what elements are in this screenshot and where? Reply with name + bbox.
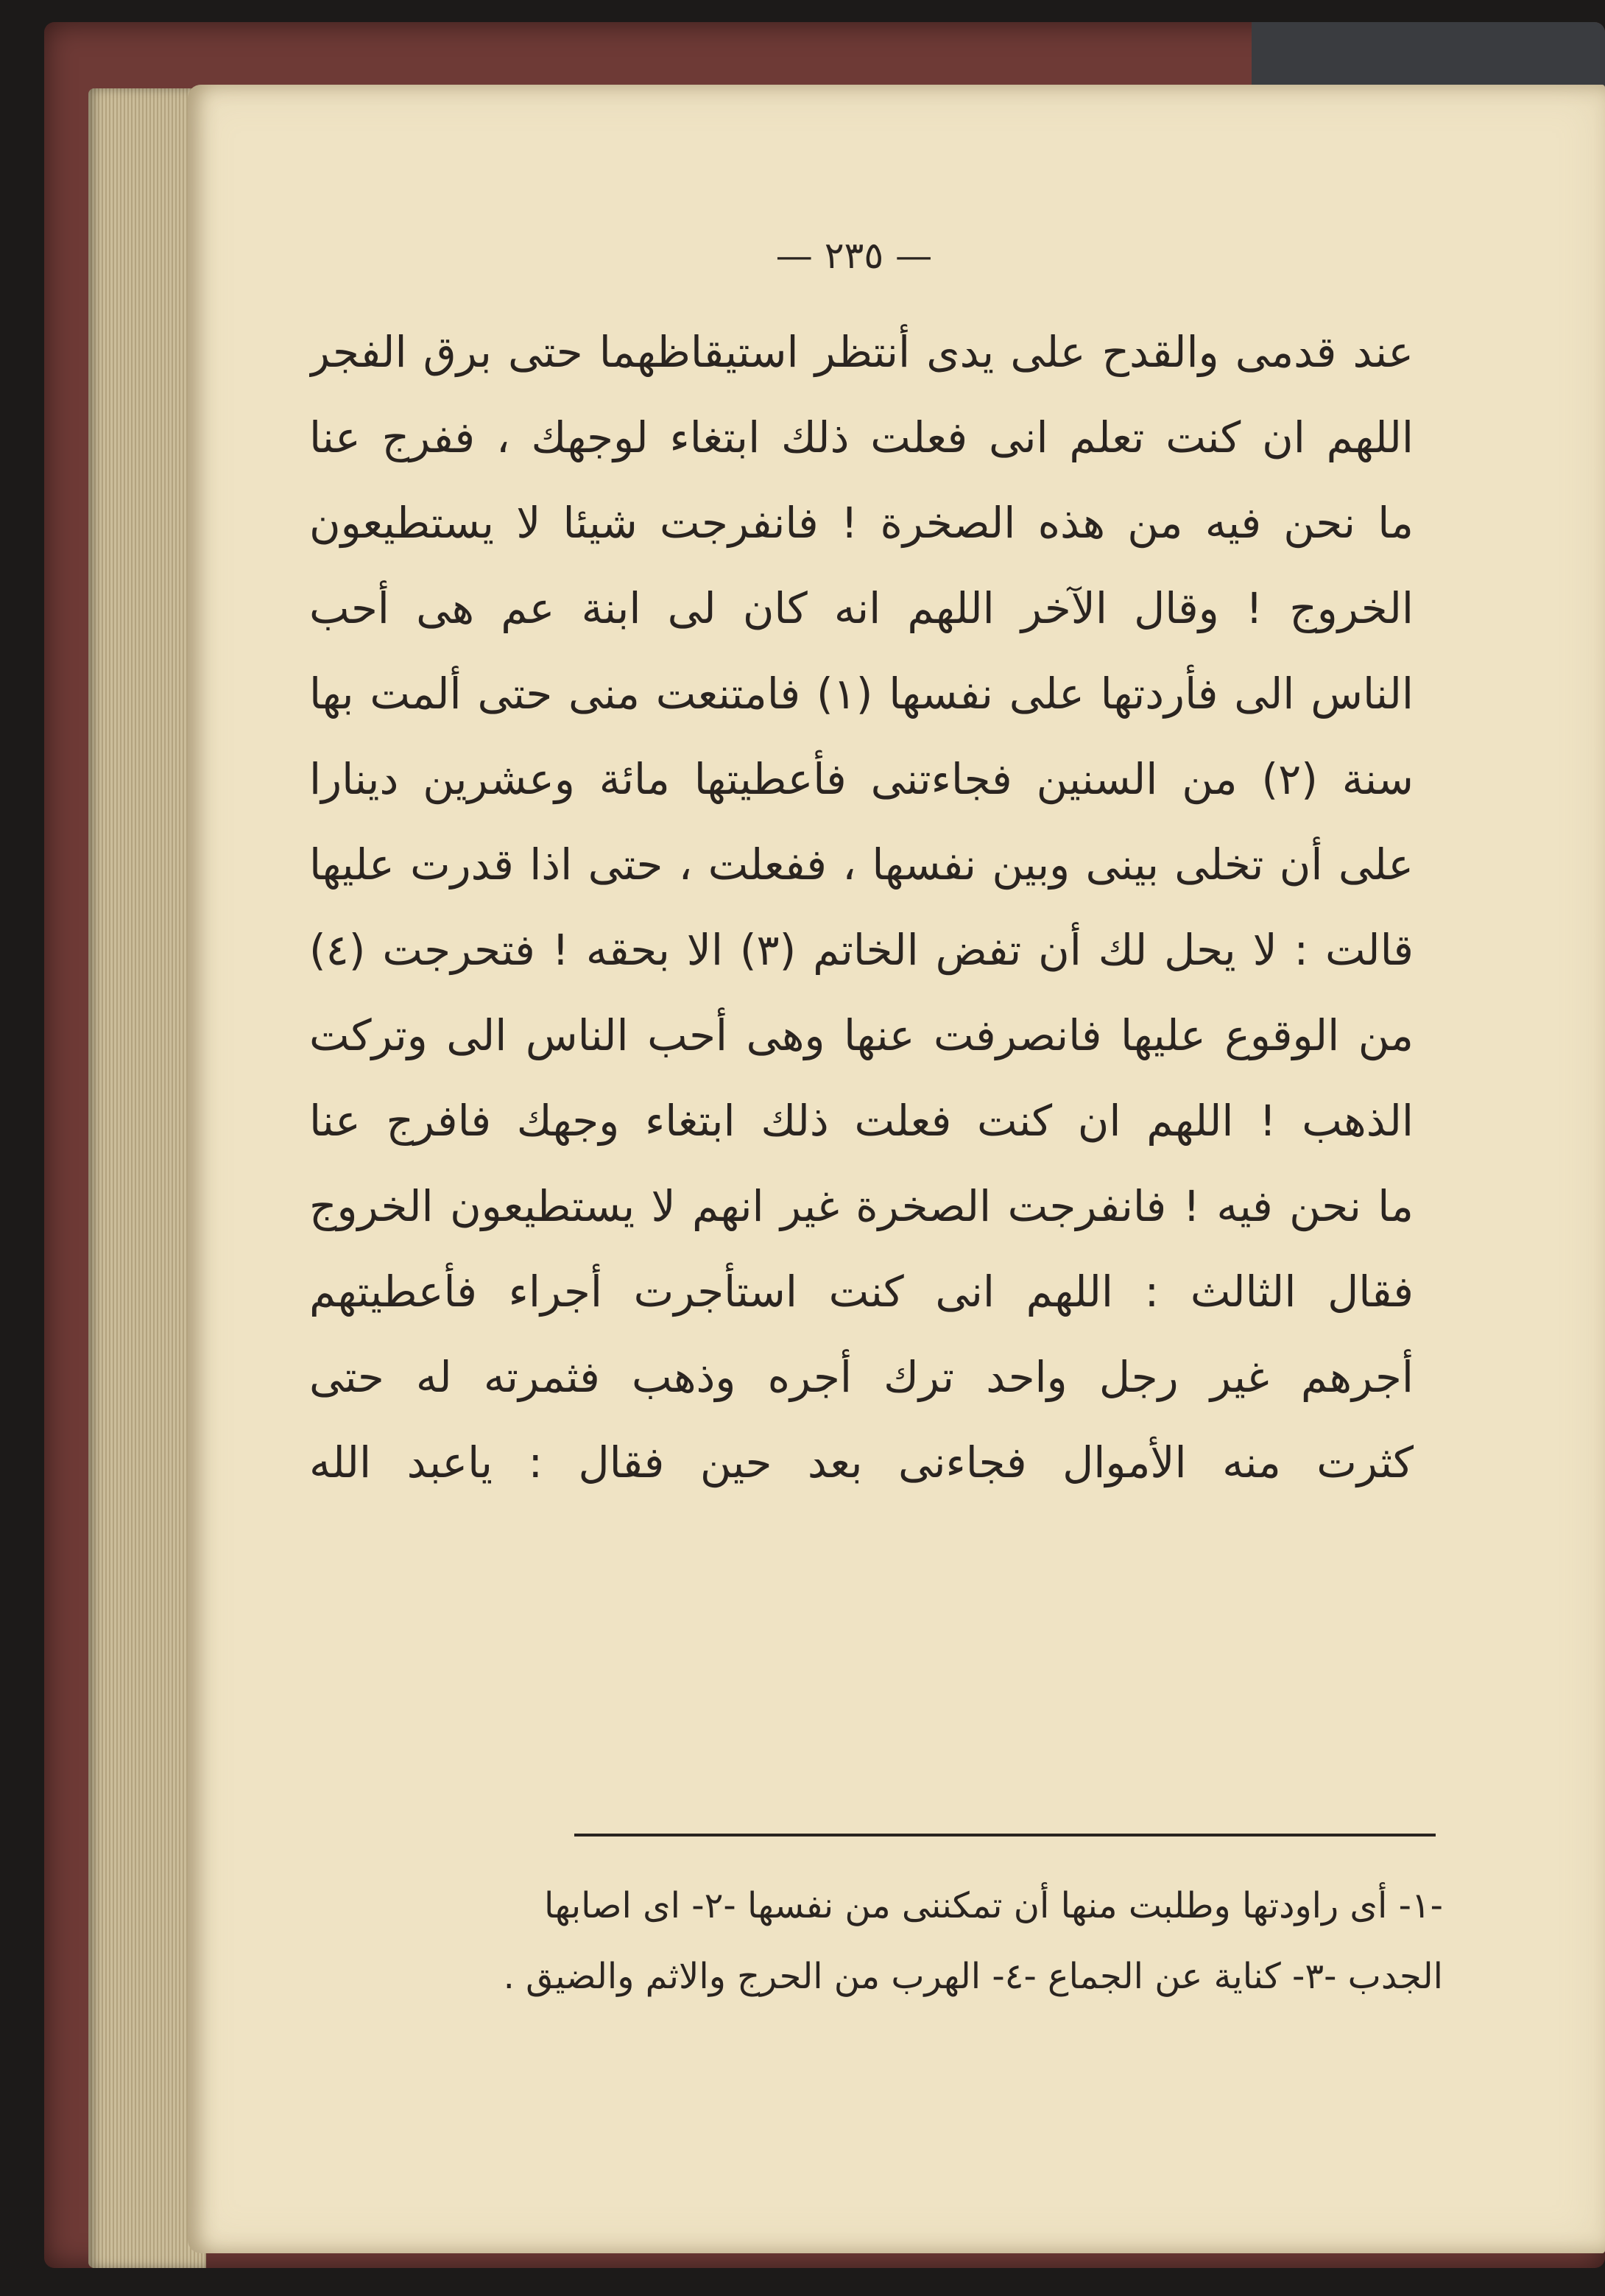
text-line: اللهم ان كنت تعلم انى فعلت ذلك ابتغاء لوجهك ، ففرج عنا	[309, 412, 1414, 462]
page-number: — ٢٣٥ —	[775, 234, 933, 277]
text-line: عند قدمى والقدح على يدى أنتظر استيقاظهما حتى برق الفجر	[309, 327, 1414, 377]
footnote-divider	[574, 1834, 1436, 1837]
footnote-line: الجدب -٣- كناية عن الجماع -٤- الهرب من الحرج والاثم والضيق .	[503, 1956, 1443, 1997]
text-line: الذهب ! اللهم ان كنت فعلت ذلك ابتغاء وجهك فافرج عنا	[309, 1096, 1414, 1146]
text-line: كثرت منه الأموال فجاءنى بعد حين فقال : ياعبد الله	[309, 1437, 1414, 1487]
main-text	[309, 309, 1414, 1505]
text-line: ما نحن فيه ! فانفرجت الصخرة غير انهم لا يستطيعون الخروج	[309, 1181, 1414, 1231]
text-line: قالت : لا يحل لك أن تفض الخاتم (٣) الا بحقه ! فتحرجت (٤)	[309, 925, 1414, 975]
text-line: الخروج ! وقال الآخر اللهم انه كان لى ابنة عم هى أحب	[309, 583, 1414, 633]
text-line: على أن تخلى بينى وبين نفسها ، ففعلت ، حتى اذا قدرت عليها	[309, 839, 1414, 890]
text-line: سنة (٢) من السنين فجاءتنى فأعطيتها مائة وعشرين دينارا	[309, 754, 1414, 804]
text-line: أجرهم غير رجل واحد ترك أجره وذهب فثمرته له حتى	[309, 1352, 1414, 1402]
text-line: فقال الثالث : اللهم انى كنت استأجرت أجراء فأعطيتهم	[309, 1267, 1414, 1317]
text-line: من الوقوع عليها فانصرفت عنها وهى أحب الناس الى وتركت	[309, 1010, 1414, 1060]
text-line: ما نحن فيه من هذه الصخرة ! فانفرجت شيئا لا يستطيعون	[309, 498, 1414, 548]
footnote-line: -١- أى راودتها وطلبت منها أن تمكننى من نفسها -٢- اى اصابها	[544, 1885, 1443, 1926]
text-line: الناس الى فأردتها على نفسها (١) فامتنعت منى حتى ألمت بها	[309, 669, 1414, 719]
footnotes	[309, 1870, 1443, 2012]
